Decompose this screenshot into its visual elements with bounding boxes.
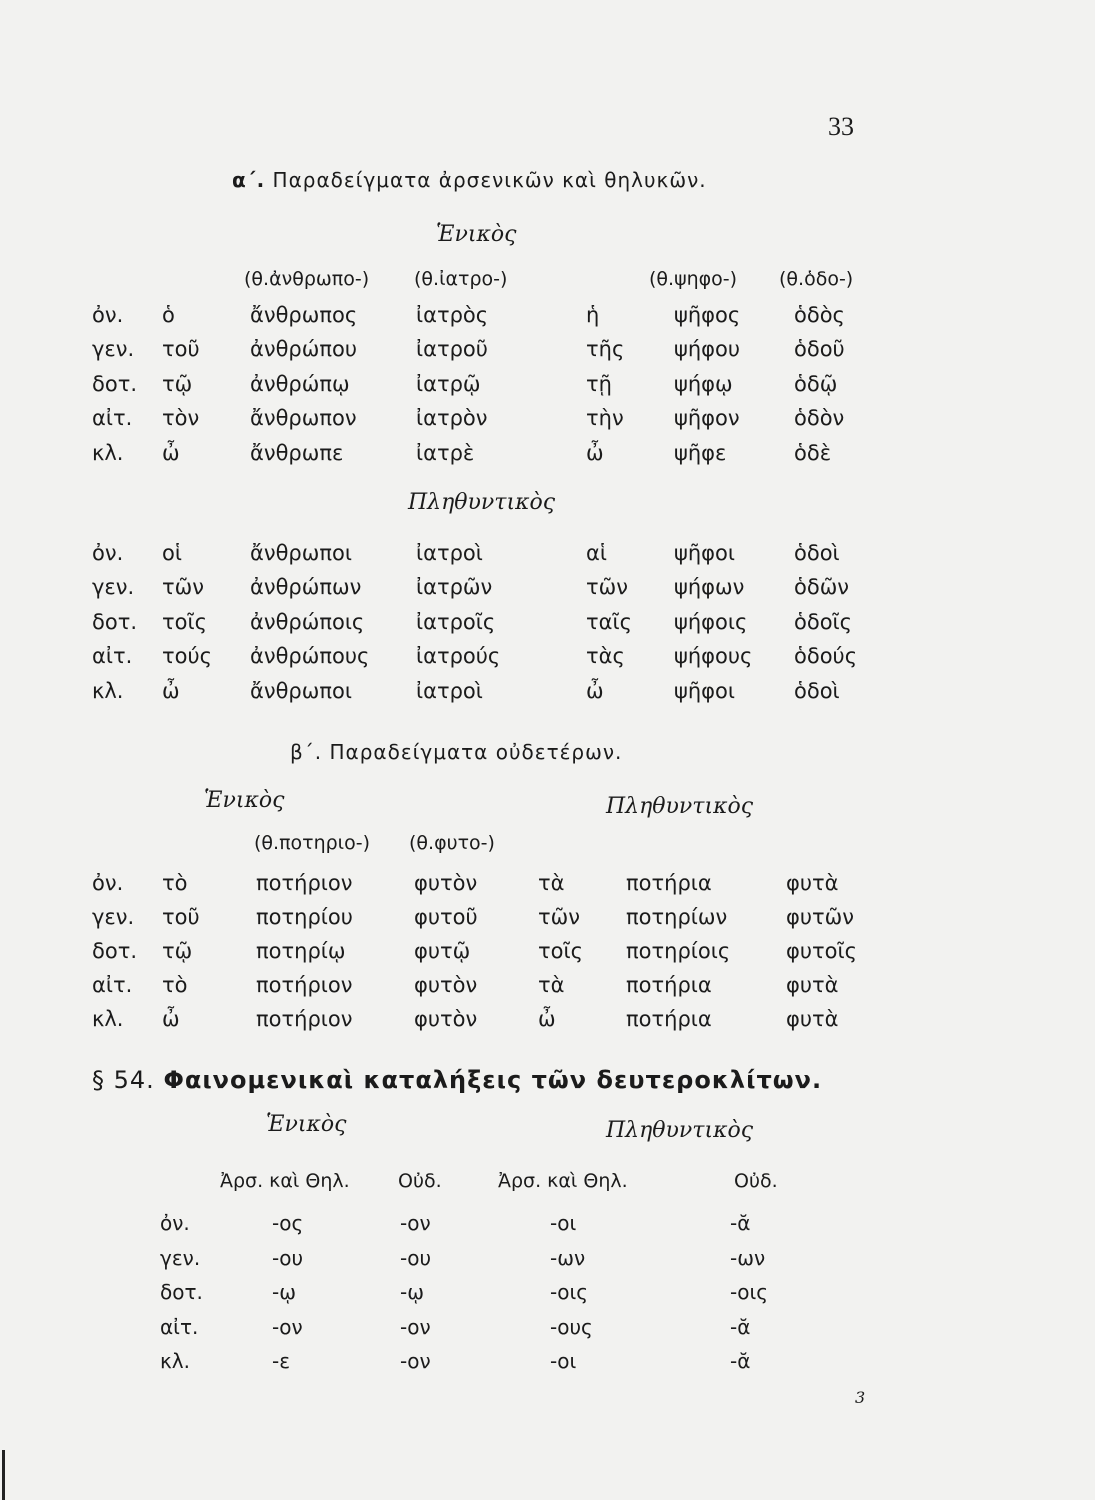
table-cell: -ῳ bbox=[272, 1280, 296, 1305]
table-cell: ψήφων bbox=[674, 575, 745, 600]
section-a-prefix: α΄. bbox=[232, 168, 266, 192]
section-b-table bbox=[92, 866, 876, 1036]
section-a-stems bbox=[244, 268, 879, 290]
table-cell: φυτοῦ bbox=[414, 904, 478, 929]
section-a-plural-table bbox=[92, 536, 894, 709]
table-cell: τὰς bbox=[586, 644, 625, 669]
table-cell: τῆς bbox=[586, 337, 625, 362]
table-cell: ποτηρίου bbox=[256, 904, 353, 929]
table-cell: ὁδῷ bbox=[794, 371, 838, 396]
table-cell: ἰατροὶ bbox=[416, 678, 483, 703]
case-label: κλ. bbox=[92, 678, 124, 703]
table-cell: -ων bbox=[550, 1245, 586, 1270]
table-cell: τοῦ bbox=[162, 904, 200, 929]
table-cell: ἰατρὸν bbox=[416, 406, 488, 431]
table-cell: ψήφοις bbox=[674, 609, 748, 634]
table-cell: φυτὰ bbox=[786, 870, 839, 895]
section-a-plural-label: Πληθυντικὸς bbox=[408, 490, 556, 515]
table-cell: φυτοῖς bbox=[786, 938, 857, 963]
case-label: αἰτ. bbox=[92, 644, 133, 669]
table-cell: ψῆφε bbox=[674, 440, 727, 465]
table-cell: ψῆφοι bbox=[674, 540, 735, 565]
table-cell: -ᾰ bbox=[730, 1314, 751, 1339]
table-cell: ὁδῶν bbox=[794, 575, 850, 600]
scan-edge-mark bbox=[2, 1450, 5, 1500]
header-masc-fem-sing: Ἀρσ. καὶ Θηλ. bbox=[220, 1170, 350, 1192]
table-cell: ποτήριον bbox=[256, 1006, 353, 1031]
section-a-title: Παραδείγματα ἀρσενικῶν καὶ θηλυκῶν. bbox=[272, 168, 707, 192]
table-cell: ἰατρὸς bbox=[416, 302, 489, 327]
table-cell: φυτῷ bbox=[414, 938, 471, 963]
table-cell: -ον bbox=[272, 1314, 303, 1339]
table-cell: ὁδούς bbox=[794, 644, 858, 669]
table-cell: ποτήρια bbox=[626, 870, 712, 895]
table-cell: αἱ bbox=[586, 540, 607, 565]
case-label: κλ. bbox=[92, 440, 124, 465]
table-cell: τὸ bbox=[162, 870, 188, 895]
case-label: γεν. bbox=[92, 904, 135, 929]
table-cell: φυτὰ bbox=[786, 972, 839, 997]
table-cell: ποτηρίων bbox=[626, 904, 728, 929]
table-cell: ὁδοῦ bbox=[794, 337, 845, 362]
page-number: 33 bbox=[828, 112, 854, 141]
table-cell: οἱ bbox=[162, 540, 182, 565]
table-cell: ὁδοὶ bbox=[794, 678, 840, 703]
table-cell: φυτὸν bbox=[414, 972, 478, 997]
case-label: δοτ. bbox=[92, 609, 138, 634]
table-cell: -ον bbox=[400, 1349, 431, 1374]
case-label: κλ. bbox=[160, 1349, 190, 1374]
table-cell: ἰατρούς bbox=[416, 644, 501, 669]
table-cell: -ᾰ bbox=[730, 1349, 751, 1374]
case-label: γεν. bbox=[92, 337, 135, 362]
table-cell: ταῖς bbox=[586, 609, 632, 634]
table-cell: φυτὸν bbox=[414, 1006, 478, 1031]
table-cell: ὦ bbox=[538, 1006, 556, 1031]
table-cell: ψήφου bbox=[674, 337, 741, 362]
table-cell: -ου bbox=[272, 1245, 304, 1270]
table-cell: -ος bbox=[272, 1211, 304, 1236]
table-cell: τῇ bbox=[586, 371, 612, 396]
header-masc-fem-plur: Ἀρσ. καὶ Θηλ. bbox=[498, 1170, 628, 1192]
table-cell: τὰ bbox=[538, 870, 565, 895]
section-54-mark: § 54. bbox=[92, 1066, 155, 1094]
stem-potirio: (θ.ποτηριο-) bbox=[254, 832, 371, 854]
case-label: ὀν. bbox=[92, 870, 124, 895]
case-label: γεν. bbox=[92, 575, 135, 600]
table-cell: τοῦ bbox=[162, 337, 200, 362]
table-cell: -οις bbox=[550, 1280, 588, 1305]
section-b-title: Παραδείγματα οὐδετέρων. bbox=[329, 740, 623, 764]
table-cell: τῶν bbox=[586, 575, 628, 600]
table-cell: τῷ bbox=[162, 371, 193, 396]
table-cell: -ους bbox=[550, 1314, 593, 1339]
table-cell: ὦ bbox=[586, 678, 604, 703]
table-cell: ψήφους bbox=[674, 644, 753, 669]
table-cell: -οι bbox=[550, 1211, 577, 1236]
stem-anthropo: (θ.ἀνθρωπο-) bbox=[244, 268, 370, 290]
table-cell: τούς bbox=[162, 644, 212, 669]
table-cell: ἀνθρώπου bbox=[250, 337, 357, 362]
table-cell: ὦ bbox=[162, 1006, 180, 1031]
table-cell: -ου bbox=[400, 1245, 432, 1270]
case-label: ὀν. bbox=[160, 1211, 190, 1236]
case-label: δοτ. bbox=[160, 1280, 203, 1305]
case-label: ὀν. bbox=[92, 540, 124, 565]
table-cell: ὦ bbox=[162, 440, 180, 465]
case-label: δοτ. bbox=[92, 938, 138, 963]
table-cell: -ε bbox=[272, 1349, 291, 1374]
table-cell: -οις bbox=[730, 1280, 768, 1305]
table-cell: τῶν bbox=[162, 575, 204, 600]
stem-odo: (θ.ὁδο-) bbox=[779, 268, 854, 290]
table-cell: ἡ bbox=[586, 302, 600, 327]
case-label: κλ. bbox=[92, 1006, 124, 1031]
table-cell: τὸν bbox=[162, 406, 200, 431]
table-cell: φυτῶν bbox=[786, 904, 854, 929]
section-54-singular-label: Ἑνικὸς bbox=[266, 1112, 347, 1137]
case-label: αἰτ. bbox=[92, 406, 133, 431]
table-cell: ἀνθρώποις bbox=[250, 609, 365, 634]
table-cell: -ων bbox=[730, 1245, 766, 1270]
table-cell: τὸ bbox=[162, 972, 188, 997]
table-cell: ψῆφος bbox=[674, 302, 741, 327]
table-cell: ἀνθρώπῳ bbox=[250, 371, 350, 396]
case-label: ὀν. bbox=[92, 302, 124, 327]
table-cell: ἰατρὲ bbox=[416, 440, 475, 465]
table-cell: τῷ bbox=[162, 938, 193, 963]
table-cell: τὰ bbox=[538, 972, 565, 997]
table-cell: ἰατροῦ bbox=[416, 337, 488, 362]
case-label: αἰτ. bbox=[160, 1314, 199, 1339]
table-cell: ἄνθρωποι bbox=[250, 540, 352, 565]
table-cell: ἀνθρώπους bbox=[250, 644, 370, 669]
table-cell: -ον bbox=[400, 1211, 431, 1236]
table-cell: ἰατρῷ bbox=[416, 371, 481, 396]
table-cell: ἄνθρωπος bbox=[250, 302, 358, 327]
table-cell: ὦ bbox=[162, 678, 180, 703]
section-54-title: Φαινομενικαὶ καταλήξεις τῶν δευτεροκλίτων. bbox=[163, 1066, 823, 1094]
section-54-table bbox=[160, 1206, 810, 1379]
case-label: γεν. bbox=[160, 1245, 201, 1270]
table-cell: τὴν bbox=[586, 406, 624, 431]
table-cell: ὁδὸς bbox=[794, 302, 845, 327]
section-54-heading bbox=[92, 1066, 822, 1094]
table-cell: -ῳ bbox=[400, 1280, 424, 1305]
case-label: δοτ. bbox=[92, 371, 138, 396]
section-54-plural-label: Πληθυντικὸς bbox=[606, 1118, 754, 1143]
table-cell: φυτὸν bbox=[414, 870, 478, 895]
table-cell: ἰατροῖς bbox=[416, 609, 496, 634]
table-cell: φυτὰ bbox=[786, 1006, 839, 1031]
table-cell: ποτηρίῳ bbox=[256, 938, 346, 963]
stem-iatro: (θ.ἰατρο-) bbox=[414, 268, 508, 290]
table-cell: ποτήριον bbox=[256, 870, 353, 895]
table-cell: ὁδὲ bbox=[794, 440, 832, 465]
table-cell: τοῖς bbox=[538, 938, 583, 963]
table-cell: ποτήρια bbox=[626, 1006, 712, 1031]
table-cell: ὦ bbox=[586, 440, 604, 465]
section-b-singular-label: Ἑνικὸς bbox=[204, 788, 285, 813]
section-b-stems bbox=[254, 832, 529, 854]
table-cell: ὁδοὶ bbox=[794, 540, 840, 565]
table-cell: ὁδοῖς bbox=[794, 609, 852, 634]
table-cell: ποτήριον bbox=[256, 972, 353, 997]
table-cell: ἰατρῶν bbox=[416, 575, 493, 600]
table-cell: ὁ bbox=[162, 302, 175, 327]
table-cell: ἰατροὶ bbox=[416, 540, 483, 565]
header-neut-sing: Οὐδ. bbox=[398, 1170, 442, 1192]
stem-phyto: (θ.φυτο-) bbox=[409, 832, 495, 854]
table-cell: ψῆφοι bbox=[674, 678, 735, 703]
section-54-headers bbox=[220, 1170, 814, 1192]
case-label: αἰτ. bbox=[92, 972, 133, 997]
table-cell: ἄνθρωποι bbox=[250, 678, 352, 703]
footer-mark: 3 bbox=[855, 1388, 866, 1407]
table-cell: ψῆφον bbox=[674, 406, 740, 431]
table-cell: ποτηρίοις bbox=[626, 938, 731, 963]
table-cell: ἄνθρωπον bbox=[250, 406, 357, 431]
section-a-singular-label: Ἑνικὸς bbox=[436, 222, 517, 247]
table-cell: ὁδὸν bbox=[794, 406, 845, 431]
section-b-prefix: β΄. bbox=[290, 740, 323, 764]
table-cell: -ᾰ bbox=[730, 1211, 751, 1236]
table-cell: -οι bbox=[550, 1349, 577, 1374]
stem-psipho: (θ.ψηφο-) bbox=[649, 268, 738, 290]
table-cell: τοῖς bbox=[162, 609, 207, 634]
table-cell: ἄνθρωπε bbox=[250, 440, 344, 465]
table-cell: -ον bbox=[400, 1314, 431, 1339]
table-cell: ποτήρια bbox=[626, 972, 712, 997]
section-b-heading bbox=[290, 740, 622, 764]
table-cell: ψήφῳ bbox=[674, 371, 733, 396]
section-a-heading bbox=[232, 168, 707, 192]
section-b-plural-label: Πληθυντικὸς bbox=[606, 794, 754, 819]
header-neut-plur: Οὐδ. bbox=[734, 1170, 778, 1192]
table-cell: ἀνθρώπων bbox=[250, 575, 362, 600]
table-cell: τῶν bbox=[538, 904, 580, 929]
section-a-singular-table bbox=[92, 298, 894, 471]
